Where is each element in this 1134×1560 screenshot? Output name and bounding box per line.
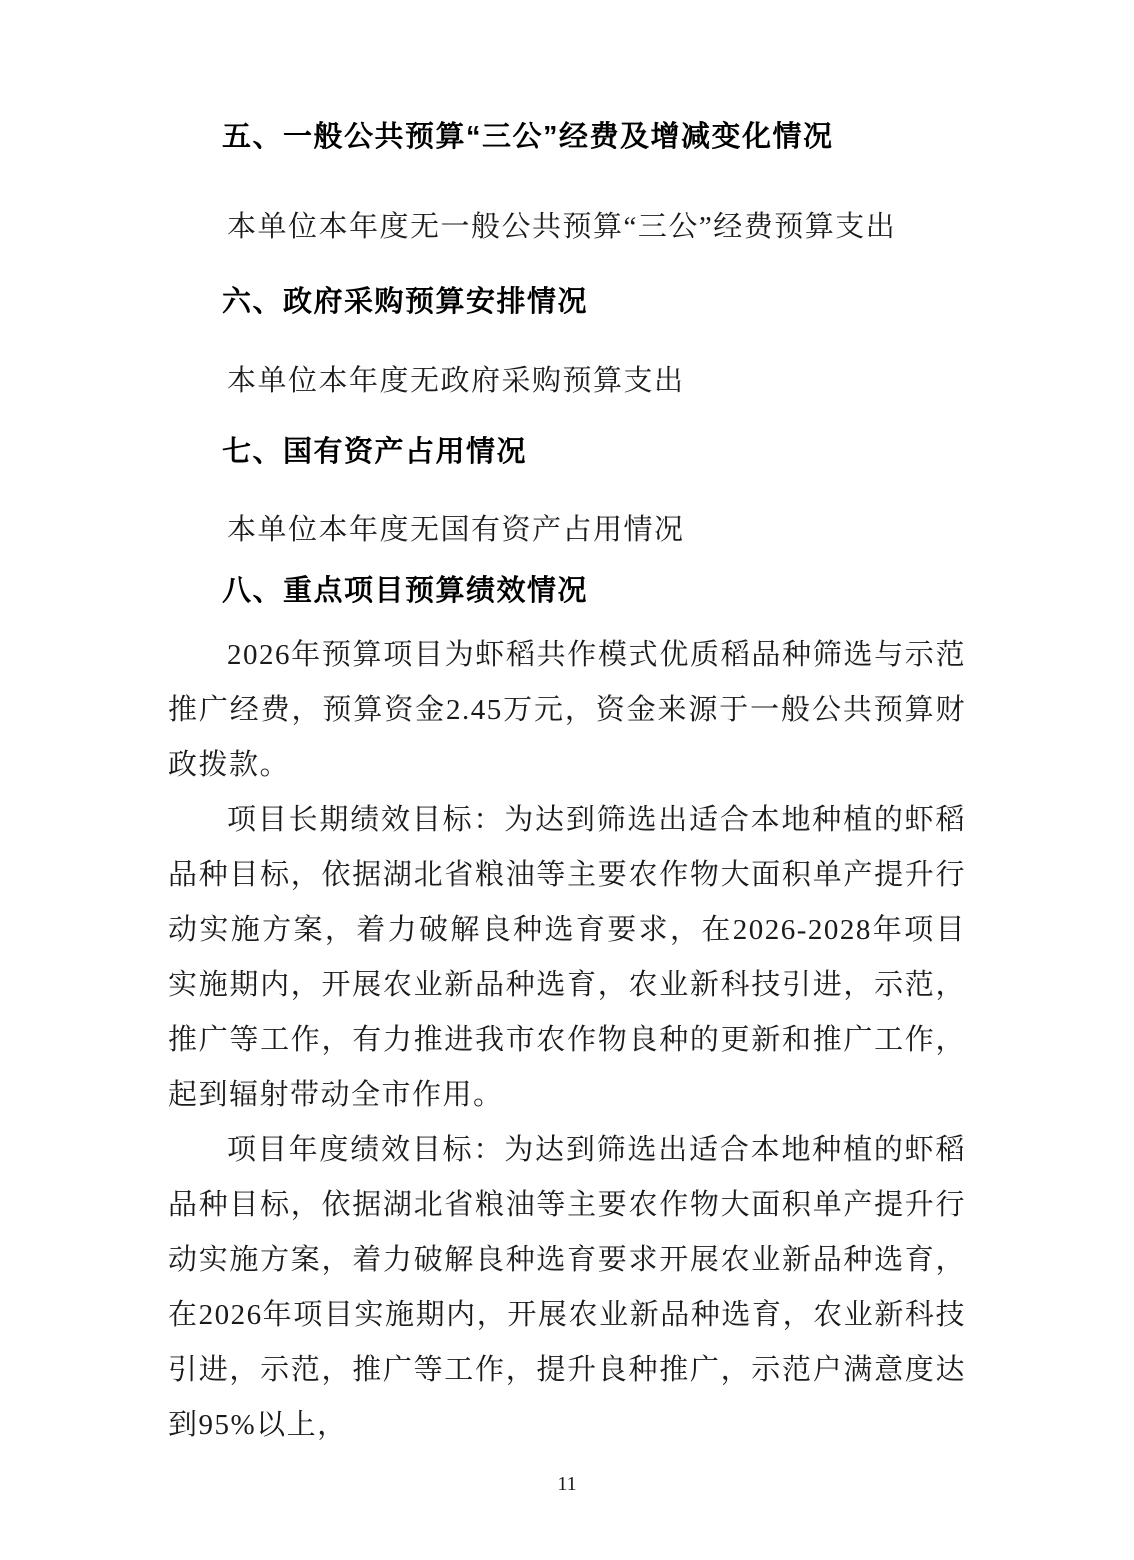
- paragraph-long-term-performance-goal: 项目长期绩效目标：为达到筛选出适合本地种植的虾稻品种目标，依据湖北省粮油等主要农作物大面积单产提升行动实施方案，着力破解良种选育要求，在2026-2028年项目实施期内，开展农业新品种选育，农业新科技引进，示范，推广等工作，有力推进我市农作物良种的更新和推广工作，起到辐射带动全市作用。: [168, 804, 966, 1111]
- paragraph-no-procurement-expenditure: 本单位本年度无政府采购预算支出: [227, 365, 685, 397]
- section-heading-six-government-procurement: 六、政府采购预算安排情况: [222, 286, 589, 318]
- section-heading-seven-state-assets: 七、国有资产占用情况: [222, 436, 528, 468]
- section-heading-eight-key-project-performance: 八、重点项目预算绩效情况: [222, 575, 589, 607]
- paragraph-no-state-assets: 本单位本年度无国有资产占用情况: [227, 514, 685, 546]
- section-heading-five-sangong-funds: 五、一般公共预算“三公”经费及增减变化情况: [222, 121, 834, 153]
- paragraph-annual-performance-goal: 项目年度绩效目标：为达到筛选出适合本地种植的虾稻品种目标，依据湖北省粮油等主要农作物大面积单产提升行动实施方案，着力破解良种选育要求开展农业新品种选育，在2026年项目实施期内，开展农业新品种选育，农业新科技引进，示范，推广等工作，提升良种推广，示范户满意度达到95%以上，: [168, 1134, 966, 1441]
- page-number: 11: [557, 1473, 577, 1495]
- paragraph-project-budget-overview: 2026年预算项目为虾稻共作模式优质稻品种筛选与示范推广经费，预算资金2.45万元，资金来源于一般公共预算财政拨款。: [168, 639, 966, 781]
- paragraph-no-sangong-expenditure: 本单位本年度无一般公共预算“三公”经费预算支出: [227, 211, 897, 243]
